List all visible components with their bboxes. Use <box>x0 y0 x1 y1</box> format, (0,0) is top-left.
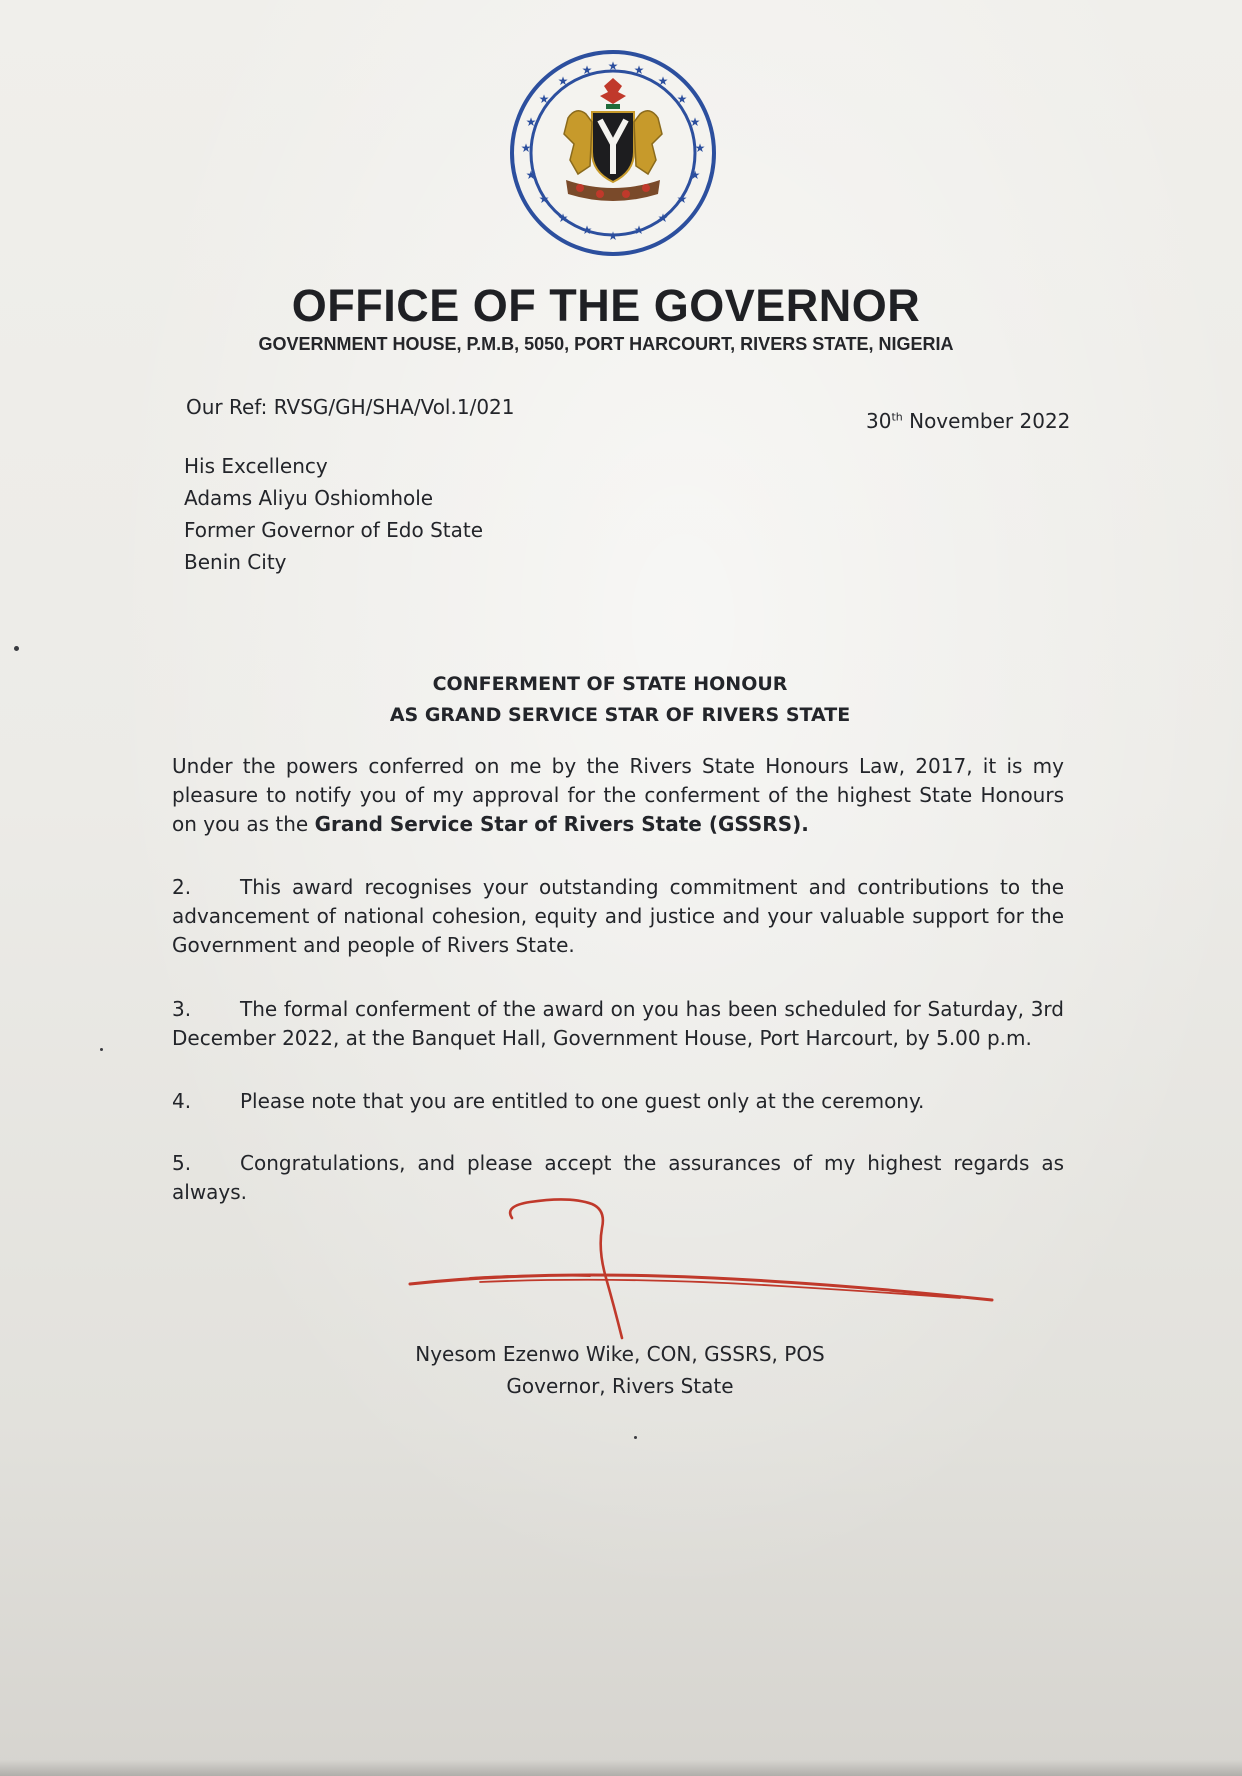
paragraph-text: Please note that you are entitled to one guest only at the ceremony. <box>240 1089 925 1113</box>
svg-text:★: ★ <box>581 63 593 77</box>
coat-of-arms-seal-icon <box>508 48 718 258</box>
recipient-address-block <box>184 450 483 578</box>
handwritten-signature-icon <box>400 1188 1000 1344</box>
recipient-line: Former Governor of Edo State <box>184 518 484 542</box>
signatory-block <box>0 1338 1240 1402</box>
signatory-name: Nyesom Ezenwo Wike, CON, GSSRS, POS <box>415 1342 825 1366</box>
date-month-year: November 2022 <box>902 409 1071 433</box>
svg-text:★: ★ <box>689 168 701 182</box>
paragraph-number: 2. <box>172 875 192 899</box>
paper-speck <box>14 646 19 651</box>
body-paragraph-1 <box>172 752 1064 839</box>
recipient-line: Adams Aliyu Oshiomhole <box>184 486 434 510</box>
svg-text:★: ★ <box>694 141 706 155</box>
letterhead-title: OFFICE OF THE GOVERNOR <box>291 280 921 331</box>
paper-speck <box>634 1436 637 1439</box>
svg-text:★: ★ <box>525 115 537 129</box>
recipient-line: His Excellency <box>184 454 328 478</box>
svg-text:★: ★ <box>557 211 569 225</box>
svg-text:★: ★ <box>525 168 537 182</box>
letterhead-address: GOVERNMENT HOUSE, P.M.B, 5050, PORT HARCOURT, RIVERS STATE, NIGERIA <box>258 334 954 354</box>
signatory-title: Governor, Rivers State <box>506 1374 734 1398</box>
body-paragraph-4 <box>172 1087 1064 1116</box>
subject-line: AS GRAND SERVICE STAR OF RIVERS STATE <box>389 704 851 726</box>
svg-text:★: ★ <box>633 63 645 77</box>
svg-text:★: ★ <box>538 192 550 206</box>
reference-number: Our Ref: RVSG/GH/SHA/Vol.1/021 <box>186 395 515 419</box>
svg-text:★: ★ <box>633 223 645 237</box>
paragraph-number: 5. <box>172 1151 192 1175</box>
paragraph-text: Under the powers conferred on me by the Rivers State Honours Law, 2017, it is my pleasure to notify you of my approval for the conferment of the highest State Honours on you as the <box>172 754 1064 836</box>
svg-text:★: ★ <box>676 192 688 206</box>
body-paragraph-2 <box>172 873 1064 960</box>
svg-text:★: ★ <box>676 92 688 106</box>
date-suffix: th <box>891 410 903 424</box>
subject-line: CONFERMENT OF STATE HONOUR <box>432 673 788 695</box>
paragraph-text: The formal conferment of the award on you has been scheduled for Saturday, 3rd December 2022, at the Banquet Hall, Government House, Port Harcourt, by 5.00 p.m. <box>172 997 1064 1050</box>
letter-subject <box>0 669 1240 731</box>
body-paragraph-3 <box>172 995 1064 1053</box>
page-bottom-shadow <box>0 1760 1242 1776</box>
recipient-line: Benin City <box>184 550 287 574</box>
svg-text:★: ★ <box>538 92 550 106</box>
paragraph-text: Congratulations, and please accept the assurances of my highest regards as always. <box>172 1151 1064 1204</box>
paragraph-number: 4. <box>172 1089 192 1113</box>
date-day: 30 <box>866 409 892 433</box>
letter-date <box>866 408 1070 435</box>
svg-text:★: ★ <box>657 211 669 225</box>
svg-text:★: ★ <box>689 115 701 129</box>
svg-text:★: ★ <box>557 74 569 88</box>
svg-text:★: ★ <box>657 74 669 88</box>
svg-text:★: ★ <box>520 141 532 155</box>
paragraph-number: 3. <box>172 997 192 1021</box>
paragraph-text: This award recognises your outstanding commitment and contributions to the advancement of national cohesion, equity and justice and your valuable support for the Government and people of Rivers State. <box>172 875 1064 957</box>
honour-title: Grand Service Star of Rivers State (GSSRS). <box>314 812 809 836</box>
svg-text:★: ★ <box>581 223 593 237</box>
svg-text:★: ★ <box>607 229 619 243</box>
svg-text:★: ★ <box>607 59 619 73</box>
paper-speck <box>100 1048 103 1051</box>
